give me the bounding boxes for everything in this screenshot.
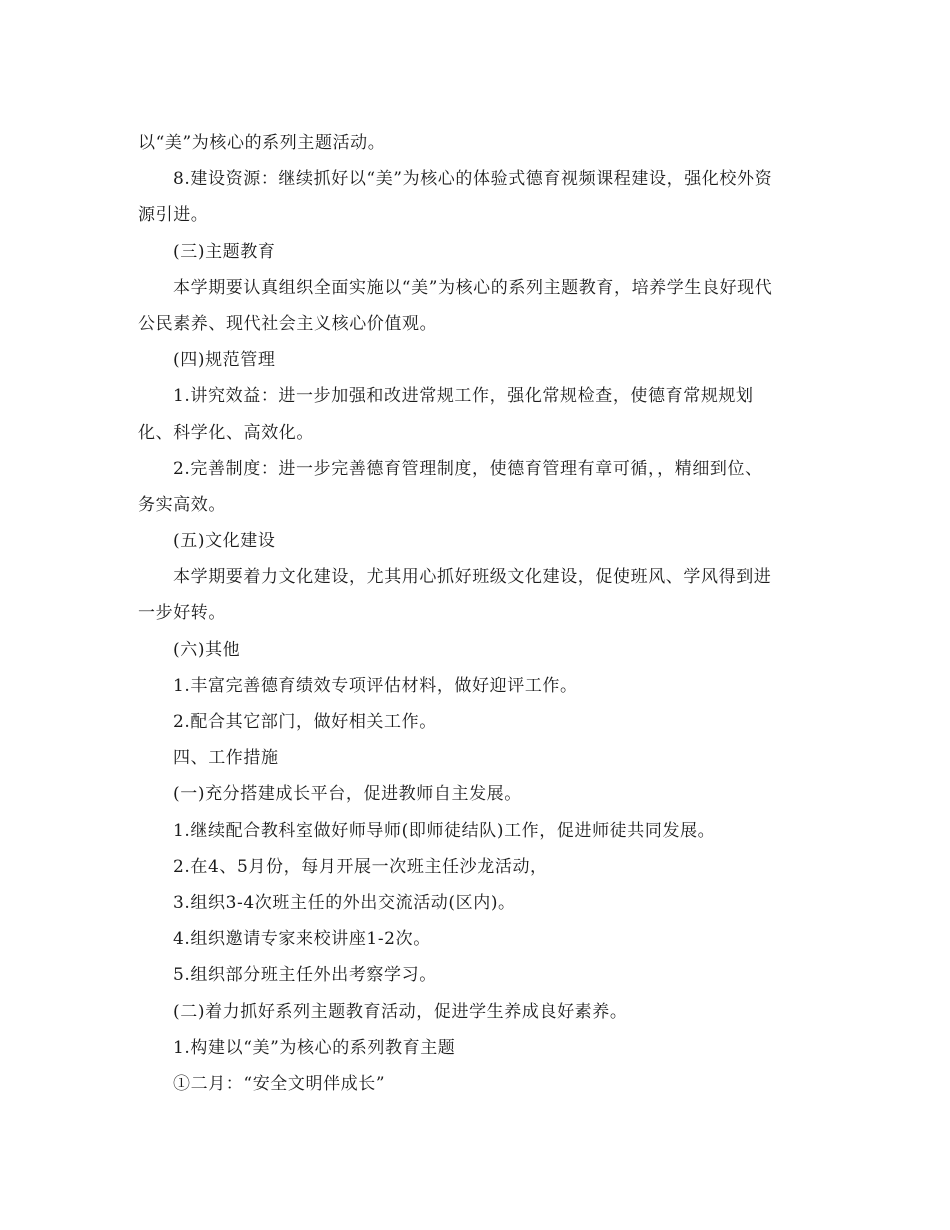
text-line: 8.建设资源：继续抓好以“美”为核心的体验式德育视频课程建设，强化校外资 <box>173 169 773 190</box>
text-line: (二)着力抓好系列主题教育活动，促进学生养成良好素养。 <box>173 1001 628 1022</box>
document-body <box>138 125 810 1102</box>
text-line: 2.配合其它部门，做好相关工作。 <box>173 712 437 732</box>
text-line: ①二月：“安全文明伴成长” <box>173 1073 386 1094</box>
text-line: 2.完善制度：进一步完善德育管理制度，使德育管理有章可循，，精细到位、 <box>173 458 763 479</box>
text-line: 务实高效。 <box>138 494 226 515</box>
text-line: 本学期要认真组织全面实施以“美”为核心的系列主题教育，培养学生良好现代 <box>173 277 773 298</box>
text-line: 1.构建以“美”为核心的系列教育主题 <box>173 1037 456 1058</box>
text-line: (五)文化建设 <box>173 531 276 552</box>
text-line: 3.组织3-4次班主任的外出交流活动(区内)。 <box>173 892 516 913</box>
text-line: 公民素养、现代社会主义核心价值观。 <box>138 313 438 334</box>
text-line: (六)其他 <box>173 639 241 660</box>
text-line: 4.组织邀请专家来校讲座1-2次。 <box>173 929 431 950</box>
text-line: 5.组织部分班主任外出考察学习。 <box>173 965 437 986</box>
text-line: 1.丰富完善德育绩效专项评估材料，做好迎评工作。 <box>173 675 578 696</box>
text-line: 2.在4、5月份，每月开展一次班主任沙龙活动， <box>173 856 548 877</box>
text-line: 1.讲究效益：进一步加强和改进常规工作，强化常规检查，使德育常规规划 <box>173 386 754 407</box>
text-line: (一)充分搭建成长平台，促进教师自主发展。 <box>173 784 522 805</box>
text-line: (三)主题教育 <box>173 241 276 262</box>
text-line: (四)规范管理 <box>173 350 276 371</box>
text-line: 本学期要着力文化建设，尤其用心抓好班级文化建设，促使班风、学风得到进 <box>173 567 772 588</box>
text-line: 以“美”为核心的系列主题活动。 <box>138 133 386 153</box>
text-line: 化、科学化、高效化。 <box>138 422 314 443</box>
text-line: 源引进。 <box>138 205 209 226</box>
text-line: 一步好转。 <box>138 603 226 624</box>
text-line: 1.继续配合教科室做好师导师(即师徒结队)工作，促进师徒共同发展。 <box>173 820 716 841</box>
text-line: 四、工作措施 <box>173 748 279 769</box>
